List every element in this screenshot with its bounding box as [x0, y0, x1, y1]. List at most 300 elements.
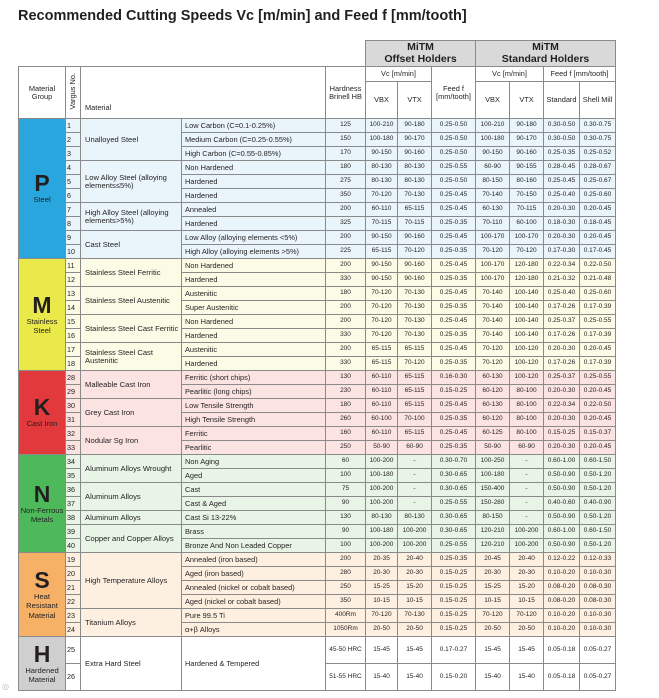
condition: Annealed (nickel or cobalt based): [182, 581, 326, 595]
cell-hb: 130: [326, 371, 366, 385]
cell-ovtx: 60-90: [398, 441, 432, 455]
cell-ovbx: 15-25: [366, 581, 398, 595]
cell-std: 0.50-0.90: [544, 483, 580, 497]
cell-ovbx: 15-40: [366, 664, 398, 691]
condition: Pure 99.5 Ti: [182, 609, 326, 623]
material-name: Nodular Sg Iron: [81, 427, 182, 455]
cell-svtx: 120-180: [510, 259, 544, 273]
condition: Non Hardened: [182, 315, 326, 329]
cell-ovbx: 65-115: [366, 343, 398, 357]
offset-holders-header: [366, 41, 476, 67]
condition: Aged: [182, 469, 326, 483]
cell-std: 0.08-0.20: [544, 595, 580, 609]
table-row: [19, 609, 616, 623]
condition: Hardened: [182, 357, 326, 371]
cell-svtx: 80-100: [510, 427, 544, 441]
condition: Pearlitic (long chips): [182, 385, 326, 399]
cell-svbx: 60-120: [476, 385, 510, 399]
cell-hb: 180: [326, 399, 366, 413]
cell-svtx: 80-100: [510, 385, 544, 399]
cell-shell: 0.17-0.45: [580, 245, 616, 259]
cell-std: 0.40-0.60: [544, 497, 580, 511]
cell-hb: 230: [326, 385, 366, 399]
condition: Ferritic (short chips): [182, 371, 326, 385]
cell-ofeed: 0.25-0.35: [432, 441, 476, 455]
cell-svbx: 20-30: [476, 567, 510, 581]
watermark: ◎: [2, 682, 9, 691]
cell-std: 0.25-0.40: [544, 287, 580, 301]
cell-ovbx: 60-110: [366, 371, 398, 385]
cell-ovtx: 65-115: [398, 427, 432, 441]
vargus-no: 17: [66, 343, 81, 357]
cell-ovbx: 60-110: [366, 399, 398, 413]
cell-hb: 45-50 HRC: [326, 637, 366, 664]
vargus-no: 34: [66, 455, 81, 469]
cell-svbx: 100-170: [476, 273, 510, 287]
cell-ofeed: 0.15-0.25: [432, 609, 476, 623]
material-name: Grey Cast Iron: [81, 399, 182, 427]
cell-std: 0.25-0.37: [544, 315, 580, 329]
material-name: Extra Hard Steel: [81, 637, 182, 691]
cell-ovbx: 20-30: [366, 567, 398, 581]
vargus-no: 16: [66, 329, 81, 343]
cell-ovbx: 70-120: [366, 301, 398, 315]
cell-std: 0.12-0.22: [544, 553, 580, 567]
cell-std: 0.50-0.90: [544, 539, 580, 553]
material-group-p: [19, 119, 66, 259]
cell-ofeed: 0.25-0.55: [432, 161, 476, 175]
cell-svtx: -: [510, 469, 544, 483]
condition: Austenitic: [182, 287, 326, 301]
table-row: [19, 203, 616, 217]
cell-svtx: 20-40: [510, 553, 544, 567]
table-row: [19, 483, 616, 497]
cell-shell: 0.17-0.39: [580, 301, 616, 315]
cell-ofeed: 0.25-0.55: [432, 539, 476, 553]
table-row: [19, 427, 616, 441]
cell-ofeed: 0.30-0.70: [432, 455, 476, 469]
table-row: [19, 287, 616, 301]
cell-std: 0.15-0.25: [544, 427, 580, 441]
cell-std: 0.30-0.50: [544, 119, 580, 133]
condition: Super Austenitic: [182, 301, 326, 315]
cell-svtx: 15-40: [510, 664, 544, 691]
cell-ovbx: 15-45: [366, 637, 398, 664]
cell-svbx: 150-400: [476, 483, 510, 497]
table-row: [19, 511, 616, 525]
cell-ovbx: 70-120: [366, 609, 398, 623]
cell-ovtx: 70-130: [398, 315, 432, 329]
cell-ofeed: 0.25-0.45: [432, 399, 476, 413]
cell-ofeed: 0.15-0.20: [432, 664, 476, 691]
cell-hb: 1050Rm: [326, 623, 366, 637]
cell-ovbx: 100-200: [366, 483, 398, 497]
material-name: Stainless Steel Austenitic: [81, 287, 182, 315]
material-name: Stainless Steel Cast Ferritic: [81, 315, 182, 343]
cell-hb: 225: [326, 245, 366, 259]
cell-ovbx: 60-110: [366, 385, 398, 399]
cell-svtx: 90-180: [510, 119, 544, 133]
cell-std: 0.50-0.90: [544, 511, 580, 525]
cell-shell: 0.60-1.50: [580, 525, 616, 539]
cell-svtx: 100-120: [510, 371, 544, 385]
vargus-no: 29: [66, 385, 81, 399]
vargus-no: 37: [66, 497, 81, 511]
condition: Austenitic: [182, 343, 326, 357]
cell-svtx: 100-140: [510, 329, 544, 343]
standard-holders-header: [476, 41, 616, 67]
cell-shell: 0.30-0.75: [580, 119, 616, 133]
cell-shell: 0.25-0.60: [580, 287, 616, 301]
vargus-no: 15: [66, 315, 81, 329]
condition: Hardened: [182, 189, 326, 203]
cell-svtx: 70-115: [510, 203, 544, 217]
cell-ofeed: 0.15-0.25: [432, 581, 476, 595]
cell-svbx: 70-140: [476, 315, 510, 329]
header-standard-feed: Feed f [mm/tooth]: [544, 67, 616, 82]
cell-std: 0.20-0.30: [544, 385, 580, 399]
cell-ovtx: 65-115: [398, 343, 432, 357]
cell-ovtx: 20-50: [398, 623, 432, 637]
header-offset-vtx: VTX: [398, 82, 432, 119]
cell-std: 0.25-0.35: [544, 147, 580, 161]
cell-svtx: 100-140: [510, 315, 544, 329]
vargus-no: 25: [66, 637, 81, 664]
cell-ofeed: 0.25-0.35: [432, 413, 476, 427]
group-letter: P: [34, 170, 50, 197]
cell-svbx: 80-150: [476, 511, 510, 525]
cell-svbx: 100-250: [476, 455, 510, 469]
cell-svbx: 100-180: [476, 469, 510, 483]
material-name: Aluminum Alloys Wrought: [81, 455, 182, 483]
cell-ovtx: 20-40: [398, 553, 432, 567]
cell-ovbx: 50-90: [366, 441, 398, 455]
cell-shell: 0.10-0.30: [580, 567, 616, 581]
cell-shell: 0.25-0.60: [580, 189, 616, 203]
condition: Cast: [182, 483, 326, 497]
vargus-no: 6: [66, 189, 81, 203]
cell-svtx: 120-180: [510, 273, 544, 287]
cell-svbx: 60-130: [476, 399, 510, 413]
cell-svtx: 90-160: [510, 147, 544, 161]
cell-std: 0.50-0.90: [544, 469, 580, 483]
cell-ofeed: 0.15-0.25: [432, 623, 476, 637]
vargus-no: 14: [66, 301, 81, 315]
cell-hb: 250: [326, 581, 366, 595]
vargus-no: 39: [66, 525, 81, 539]
cell-svtx: 70-120: [510, 609, 544, 623]
header-offset-vbx: VBX: [366, 82, 398, 119]
cell-svtx: 90-155: [510, 161, 544, 175]
vargus-no: 8: [66, 217, 81, 231]
group-letter: N: [33, 480, 51, 507]
cell-shell: 0.50-1.20: [580, 483, 616, 497]
condition: Brass: [182, 525, 326, 539]
cell-hb: 180: [326, 161, 366, 175]
cell-ofeed: 0.25-0.50: [432, 175, 476, 189]
cell-std: 0.18-0.30: [544, 217, 580, 231]
material-name: Unalloyed Steel: [81, 119, 182, 161]
cell-shell: 0.25-0.67: [580, 175, 616, 189]
cell-svtx: 80-100: [510, 399, 544, 413]
table-row: [19, 371, 616, 385]
cell-svtx: 80-160: [510, 175, 544, 189]
table-row: [19, 553, 616, 567]
cell-ofeed: 0.25-0.35: [432, 245, 476, 259]
vargus-no: 4: [66, 161, 81, 175]
cell-shell: 0.17-0.39: [580, 329, 616, 343]
header-vargus-no-text: Vargus No.: [68, 73, 78, 110]
cell-std: 0.20-0.30: [544, 231, 580, 245]
vargus-no: 30: [66, 399, 81, 413]
vargus-no: 12: [66, 273, 81, 287]
cell-svbx: 60-130: [476, 203, 510, 217]
cell-ovbx: 70-120: [366, 287, 398, 301]
material-name: High Temperature Alloys: [81, 553, 182, 609]
cell-ofeed: 0.30-0.65: [432, 525, 476, 539]
cell-std: 0.30-0.50: [544, 133, 580, 147]
vargus-no: 3: [66, 147, 81, 161]
cell-ovtx: 20-30: [398, 567, 432, 581]
vargus-no: 32: [66, 427, 81, 441]
vargus-no: 7: [66, 203, 81, 217]
cell-svbx: 100-170: [476, 231, 510, 245]
cell-hb: 100: [326, 469, 366, 483]
cell-svbx: 150-280: [476, 497, 510, 511]
cell-hb: 250: [326, 441, 366, 455]
condition: Aged (iron based): [182, 567, 326, 581]
cell-ofeed: 0.25-0.45: [432, 203, 476, 217]
material-group-h: [19, 637, 66, 691]
cell-ovbx: 70-115: [366, 217, 398, 231]
cell-ovbx: 20-35: [366, 553, 398, 567]
vargus-no: 20: [66, 567, 81, 581]
cell-svbx: 70-140: [476, 287, 510, 301]
material-name: High Alloy Steel (alloying elements>5%): [81, 203, 182, 231]
cell-ofeed: 0.25-0.45: [432, 189, 476, 203]
condition: α+β Alloys: [182, 623, 326, 637]
cell-std: 0.05-0.18: [544, 664, 580, 691]
cell-svtx: 100-200: [510, 525, 544, 539]
table-row: [19, 259, 616, 273]
cell-shell: 0.15-0.37: [580, 427, 616, 441]
standard-brand: MiTM: [532, 41, 559, 54]
cell-shell: 0.50-1.20: [580, 469, 616, 483]
header-standard-vc: Vc [m/min]: [476, 67, 544, 82]
cell-ovtx: 80-130: [398, 161, 432, 175]
cell-svtx: 15-45: [510, 637, 544, 664]
cell-hb: 160: [326, 427, 366, 441]
cell-svbx: 15-45: [476, 637, 510, 664]
cell-ovbx: 70-120: [366, 315, 398, 329]
cell-ofeed: 0.17-0.27: [432, 637, 476, 664]
table-row: [19, 637, 616, 664]
cell-ofeed: 0.16-0.30: [432, 371, 476, 385]
cell-ovtx: 90-170: [398, 133, 432, 147]
header-standard-feed-standard: Standard: [544, 82, 580, 119]
cell-std: 0.08-0.20: [544, 581, 580, 595]
cell-std: 0.05-0.18: [544, 637, 580, 664]
material-name: Stainless Steel Cast Austenitic: [81, 343, 182, 371]
cell-ovtx: 10-15: [398, 595, 432, 609]
cell-shell: 0.18-0.45: [580, 217, 616, 231]
cell-ovbx: 70-120: [366, 189, 398, 203]
cell-svbx: 100-180: [476, 133, 510, 147]
cell-svtx: -: [510, 483, 544, 497]
cell-hb: 330: [326, 357, 366, 371]
material-name: Aluminum Alloys: [81, 483, 182, 511]
cell-ovtx: 90-180: [398, 119, 432, 133]
condition: Low Alloy (alloying elements <5%): [182, 231, 326, 245]
cell-ovbx: 100-180: [366, 525, 398, 539]
cell-svtx: 100-140: [510, 287, 544, 301]
cell-shell: 0.25-0.55: [580, 315, 616, 329]
cell-svbx: 90-150: [476, 147, 510, 161]
cell-svtx: 70-120: [510, 245, 544, 259]
cell-shell: 0.20-0.45: [580, 343, 616, 357]
material-group-n: [19, 455, 66, 553]
cell-hb: 170: [326, 147, 366, 161]
cell-svtx: 60-90: [510, 441, 544, 455]
group-name: Stainless Steel: [26, 316, 58, 335]
group-letter: K: [33, 394, 51, 421]
cell-hb: 200: [326, 343, 366, 357]
group-name: Cast Iron: [26, 419, 58, 429]
cell-ofeed: 0.15-0.25: [432, 385, 476, 399]
cell-svbx: 50-90: [476, 441, 510, 455]
cell-shell: 0.20-0.45: [580, 441, 616, 455]
header-standard-vtx: VTX: [510, 82, 544, 119]
cell-std: 0.10-0.20: [544, 623, 580, 637]
cell-hb: 350: [326, 595, 366, 609]
header-hardness: Hardness Brinell HB: [326, 67, 366, 119]
cell-ovbx: 65-115: [366, 245, 398, 259]
cell-std: 0.20-0.30: [544, 343, 580, 357]
condition: Cast & Aged: [182, 497, 326, 511]
cell-ofeed: 0.25-0.35: [432, 357, 476, 371]
cell-std: 0.20-0.30: [544, 203, 580, 217]
cell-ovtx: 65-115: [398, 385, 432, 399]
group-name: Non-Ferrous Metals: [20, 505, 64, 524]
cell-ovtx: 70-130: [398, 287, 432, 301]
cell-hb: 90: [326, 525, 366, 539]
vargus-no: 36: [66, 483, 81, 497]
cell-ovtx: 90-160: [398, 259, 432, 273]
vargus-no: 40: [66, 539, 81, 553]
cell-ofeed: 0.25-0.50: [432, 147, 476, 161]
condition: Hardened & Tempered: [182, 637, 326, 691]
cell-std: 0.17-0.26: [544, 301, 580, 315]
cell-shell: 0.12-0.33: [580, 553, 616, 567]
cell-hb: 90: [326, 497, 366, 511]
vargus-no: 10: [66, 245, 81, 259]
material-name: Aluminum Alloys: [81, 511, 182, 525]
cell-ofeed: 0.25-0.35: [432, 329, 476, 343]
cell-svtx: 15-20: [510, 581, 544, 595]
cell-ovbx: 80-130: [366, 511, 398, 525]
cell-hb: 200: [326, 231, 366, 245]
cell-std: 0.10-0.20: [544, 609, 580, 623]
condition: Low Carbon (C=0.1-0.25%): [182, 119, 326, 133]
cell-svtx: 100-120: [510, 357, 544, 371]
header-standard-vbx: VBX: [476, 82, 510, 119]
cell-ovbx: 60-110: [366, 203, 398, 217]
cell-shell: 0.20-0.45: [580, 413, 616, 427]
cell-ofeed: 0.25-0.35: [432, 217, 476, 231]
cell-ovtx: 70-130: [398, 329, 432, 343]
cell-svtx: 100-170: [510, 231, 544, 245]
cell-ovbx: 100-180: [366, 133, 398, 147]
cell-shell: 0.60-1.50: [580, 455, 616, 469]
cell-svbx: 70-110: [476, 217, 510, 231]
table-row: [19, 343, 616, 357]
vargus-no: 19: [66, 553, 81, 567]
cell-std: 0.25-0.40: [544, 189, 580, 203]
cell-ofeed: 0.25-0.45: [432, 287, 476, 301]
cell-hb: 325: [326, 217, 366, 231]
cell-ovbx: 80-130: [366, 175, 398, 189]
material-name: Malleable Cast Iron: [81, 371, 182, 399]
cell-ovbx: 90-150: [366, 231, 398, 245]
page-title: Recommended Cutting Speeds Vc [m/min] and Feed f [mm/tooth]: [18, 8, 467, 24]
cell-hb: 200: [326, 301, 366, 315]
material-name: Stainless Steel Ferritic: [81, 259, 182, 287]
cell-ofeed: 0.15-0.25: [432, 595, 476, 609]
standard-title: Standard Holders: [501, 52, 590, 65]
cell-svbx: 60-90: [476, 161, 510, 175]
cell-ovbx: 90-150: [366, 259, 398, 273]
cell-ovbx: 60-110: [366, 427, 398, 441]
material-group-s: [19, 553, 66, 637]
cell-hb: 400Rm: [326, 609, 366, 623]
cell-shell: 0.50-1.20: [580, 511, 616, 525]
vargus-no: 2: [66, 133, 81, 147]
cell-svtx: 60-100: [510, 217, 544, 231]
cell-svbx: 20-50: [476, 623, 510, 637]
cell-svbx: 15-40: [476, 664, 510, 691]
condition: Ferritic: [182, 427, 326, 441]
cell-ovbx: 80-130: [366, 161, 398, 175]
condition: High Carbon (C=0.55-0.85%): [182, 147, 326, 161]
cell-ovbx: 10-15: [366, 595, 398, 609]
cell-svtx: 100-140: [510, 301, 544, 315]
cell-ofeed: 0.25-0.50: [432, 119, 476, 133]
cell-std: 0.28-0.45: [544, 161, 580, 175]
cell-svbx: 15-25: [476, 581, 510, 595]
cell-ofeed: 0.25-0.45: [432, 427, 476, 441]
group-letter: H: [33, 640, 51, 667]
cell-svtx: 20-30: [510, 567, 544, 581]
cell-std: 0.60-1.00: [544, 525, 580, 539]
vargus-no: 26: [66, 664, 81, 691]
header-spacer: [19, 41, 366, 67]
cell-shell: 0.28-0.67: [580, 161, 616, 175]
cell-ovbx: 100-180: [366, 469, 398, 483]
header-offset-feed: [432, 67, 476, 119]
cell-ofeed: 0.30-0.65: [432, 511, 476, 525]
condition: Medium Carbon (C=0.25-0.55%): [182, 133, 326, 147]
material-name: Low Alloy Steel (alloying elements≤5%): [81, 161, 182, 203]
table-row: [19, 315, 616, 329]
cell-ovtx: 15-40: [398, 664, 432, 691]
vargus-no: 9: [66, 231, 81, 245]
table-row: [19, 161, 616, 175]
cell-std: 0.21-0.32: [544, 273, 580, 287]
group-letter: S: [34, 567, 50, 594]
cell-svtx: 100-120: [510, 343, 544, 357]
cell-ovtx: 80-130: [398, 175, 432, 189]
cell-svbx: 80-150: [476, 175, 510, 189]
